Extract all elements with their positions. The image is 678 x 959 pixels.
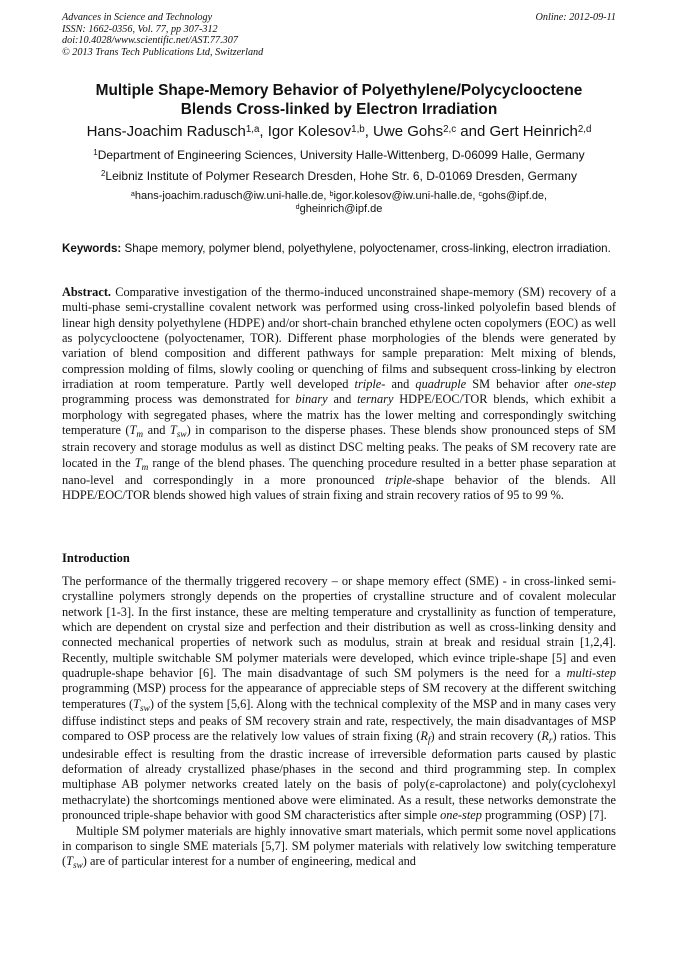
affiliation-text: Department of Engineering Sciences, University Halle-Wittenberg, D-06099 Halle, Germany [97, 148, 585, 162]
abstract-label: Abstract. [62, 285, 112, 299]
introduction-paragraph-2 [62, 824, 616, 872]
author-affiliation-marker: 1,a [245, 124, 260, 135]
intro-text-run: r [548, 736, 553, 747]
author-name: Igor Kolesov [267, 123, 352, 140]
introduction-paragraph-1 [62, 574, 616, 824]
online-date: Online: 2012-09-11 [535, 12, 616, 23]
intro-text-run: ) and strain recovery ( [430, 729, 542, 744]
intro-text-run: ) are of particular interest for a number of engineering, medical and [82, 854, 416, 869]
author-name: Uwe Gohs [373, 123, 444, 140]
abstract-text-run: triple- [354, 377, 386, 392]
title-line-1: Multiple Shape-Memory Behavior of Polyethylene/Polycyclooctene [95, 82, 583, 99]
abstract-text-run: and [385, 377, 416, 392]
author-list: Hans-Joachim Radusch$^{1,a}$, Igor Kolesov$^{1,b}$, Uwe Gohs$^{2,c}$ and Gert Heinrich$^{2,d}$ [86, 123, 592, 140]
abstract-text-run: m [136, 430, 144, 441]
introduction-heading: Introduction [62, 551, 130, 565]
author-name: Hans-Joachim Radusch [86, 123, 246, 140]
abstract-text [62, 285, 616, 502]
abstract-text-run: sw [176, 430, 187, 441]
affiliation-1 [62, 148, 616, 162]
keywords-section [62, 242, 616, 256]
author-affiliation-marker: 1,b [351, 124, 365, 135]
email-d[interactable]: gheinrich@ipf.de [299, 203, 383, 215]
abstract-paragraph [62, 285, 616, 504]
abstract-text-run: Comparative investigation of the thermo-induced unconstrained shape-memory (SM) recovery of a multi-phase semi-crystalline covalent network was performed using cross-linked polyolefin based blends of linear high density polyethylene (HDPE) and/or short-chain branched ethylene octen copolymers (EOC) as well as polycyclooctene (polyoctenamer, TOR). Different phase morphologies of the blends were generated by variation of blend composition and different pathways for sample preparation: Melt mixing of blends, compression molding of films, slowly cooling or quenching of films and subsequent cross-linking by electron irradiation at room temperature. Partly well developed [62, 285, 616, 392]
abstract-text-run: triple [385, 473, 412, 488]
abstract-text-run: HDPE/EOC/TOR blends, which exhibit a morphology with segregated phases, where the matrix has the lower melting and correspondingly switching temperature ( [62, 392, 617, 438]
abstract-text-run: and [143, 423, 170, 438]
intro-text-run: R [541, 729, 549, 744]
intro-text-run: R [420, 729, 428, 744]
abstract-text-run: quadruple [415, 377, 467, 392]
abstract-text-run: and [327, 392, 358, 407]
abstract-text-run: ) in comparison to the disperse phases. These blends show pronounced steps of SM strain recovery and storage modulus as well as distinct DSC melting peaks. The peaks of SM recovery rate are located in the [62, 423, 616, 470]
intro-text-run: ) of the system [5,6]. Along with the technical complexity of the MSP and in many cases very diffuse indistinct steps and peaks of SM recovery strain and rate, respectively, the main disadvantages of MSP compared to OSP process are the relatively low values of strain fixing ( [62, 696, 616, 744]
author-affiliation-marker: 2,c [443, 124, 457, 135]
email-list: $^a$hans-joachim.radusch@iw.uni-halle.de, $^b$igor.kolesov@iw.uni-halle.de, $^c$gohs@ipf.de, $^d$gheinrich@ipf.de [130, 190, 548, 215]
affiliation-marker: 1 [93, 148, 98, 157]
affiliation-text: Leibniz Institute of Polymer Research Dresden, Hohe Str. 6, D-01069 Dresden, Germany [105, 169, 577, 183]
intro-text-run: sw [140, 703, 150, 714]
email-b[interactable]: igor.kolesov@iw.uni-halle.de, [333, 190, 476, 202]
intro-text-run: The performance of the thermally triggered recovery – or shape memory effect (SME) - in cross-linked semi-crystalline polymers strongly depends on the properties of crystalline structure and of covalent molecular network [1-3]. In the first instance, these are melting temperature and crystallinity as function of temperature, which are dependent on crystal size and perfection and their distribution as well as cross-linking density and connected mechanical properties of network such as modulus, strain at break and residual strain [1,2,4]. Recently, multiple switchable SM polymer materials were developed, which evince triple-shape [5] and even quadruple-shape behavior [6]. The main disadvantage of such SM polymers is the need for a [62, 574, 616, 681]
intro-text-run: Multiple SM polymer materials are highly innovative smart materials, which permit some novel applications in comparison to single SME materials [5,7]. SM polymer materials with relatively low switching temperature ( [62, 823, 616, 869]
paper-title [62, 82, 616, 119]
journal-name: Advances in Science and Technology [62, 12, 213, 23]
intro-text-run: multi-step [566, 666, 616, 681]
abstract-text-run: T [169, 423, 177, 438]
intro-text-run: one-step [440, 808, 482, 823]
abstract-text-run: m [141, 462, 149, 473]
abstract-text-run: one-step [574, 377, 616, 392]
abstract-text-run: binary [295, 392, 328, 407]
affiliation-2 [62, 169, 616, 183]
intro-text-run: T [66, 854, 73, 869]
copyright-line: © 2013 Trans Tech Publications Ltd, Switzerland [62, 46, 264, 58]
issn-line: ISSN: 1662-0356, Vol. 77, pp 307-312 [62, 23, 218, 35]
title-line-2: Blends Cross-linked by Electron Irradiation [180, 100, 498, 118]
affiliation-marker: 2 [101, 169, 106, 178]
abstract-text-run: ternary [357, 392, 394, 407]
intro-text-run: f [427, 736, 431, 747]
abstract-section [62, 285, 616, 504]
keywords-text: Shape memory, polymer blend, polyethylene, polyoctenamer, cross-linking, electron irradiation. [124, 242, 611, 255]
introduction-section [62, 574, 616, 872]
abstract-text-run: T [134, 455, 142, 470]
intro-text-run: programming (MSP) process for the appearance of appreciable steps of SM recovery at the different switching temperatures ( [62, 681, 616, 711]
intro-text-run: sw [73, 861, 83, 872]
email-a[interactable]: hans-joachim.radusch@iw.uni-halle.de, [134, 190, 327, 202]
journal-info [62, 12, 422, 58]
abstract-text-run: programming process was demonstrated for [62, 392, 296, 407]
intro-text-run: T [133, 696, 141, 711]
author-affiliation-marker: 2,d [577, 124, 592, 135]
abstract-text-run: SM behavior after [466, 377, 575, 392]
email-c[interactable]: gohs@ipf.de, [482, 190, 548, 202]
author-name: Gert Heinrich [489, 123, 578, 140]
abstract-text-run: T [129, 423, 137, 438]
abstract-text-run: -shape behavior of the blends. All HDPE/EOC/TOR blends showed high values of strain fixing and strain recovery ratios of 95 to 99 %. [62, 473, 616, 503]
intro-text-run: ) ratios. This undesirable effect is resulting from the drastic increase of irreversible deformation parts caused by plastic deformation of already crystallized phase/phases in the second and third programming step. In complex multiphase AB polymer networks created lately on the basis of poly(ε-caprolactone) and poly(cyclohexyl methacrylate) the shortcomings mentioned above were eliminated. As a result, these networks demonstrate the pronounced triple-shape behavior with good SM characteristics after simple [62, 729, 617, 823]
abstract-text-run: range of the blend phases. The quenching procedure resulted in a better phase separation at nano-level and correspondingly in a more pronounced [62, 455, 616, 488]
intro-text-run: programming (OSP) [7]. [481, 808, 607, 823]
keywords-label: Keywords: [62, 242, 122, 255]
doi-line: doi:10.4028/www.scientific.net/AST.77.307 [62, 35, 238, 47]
